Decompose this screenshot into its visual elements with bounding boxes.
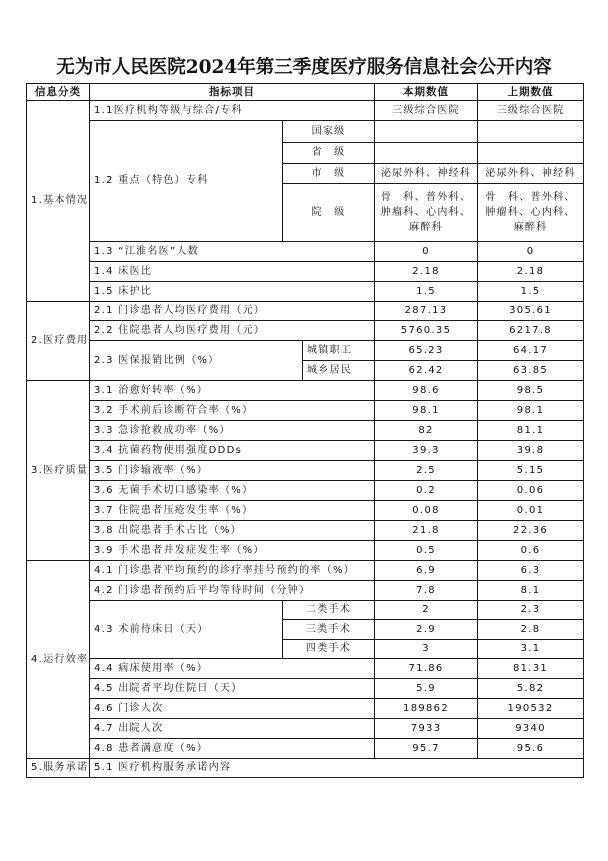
current-1-5: 1.5	[375, 282, 478, 302]
table-row	[27, 739, 584, 759]
item-3-8: 3.8 出院患者手术占比（%）	[90, 521, 375, 541]
current-4-4: 71.86	[375, 659, 478, 679]
category-operational-efficiency: 4.运行效率	[27, 561, 90, 759]
current-3-2: 98.1	[375, 401, 478, 421]
current-3-8: 21.8	[375, 521, 478, 541]
current-1-2-city: 泌尿外科、神经科	[375, 164, 478, 184]
item-4-6: 4.6 门诊人次	[90, 699, 375, 719]
table-row	[27, 242, 584, 262]
table-row	[27, 282, 584, 302]
item-3-5: 3.5 门诊输液率（%）	[90, 461, 375, 481]
current-2-3-resident: 62.42	[375, 361, 478, 381]
item-4-7: 4.7 出院人次	[90, 719, 375, 739]
item-2-1: 2.1 门诊患者人均医疗费用（元）	[90, 302, 375, 321]
item-3-6: 3.6 无菌手术切口感染率（%）	[90, 481, 375, 501]
previous-2-3-resident: 63.85	[478, 361, 584, 381]
table-row	[27, 699, 584, 719]
current-4-1: 6.9	[375, 561, 478, 581]
item-4-2: 4.2 门诊患者预约后平均等待时间（分钟）	[90, 581, 375, 601]
current-3-4: 39.3	[375, 441, 478, 461]
previous-4-7: 9340	[478, 719, 584, 739]
sub-4-3-class-4: 四类手术	[283, 640, 375, 659]
table-row	[27, 101, 584, 121]
table-row	[27, 321, 584, 341]
previous-1-2-provincial	[478, 143, 584, 164]
previous-4-2: 8.1	[478, 581, 584, 601]
current-4-7: 7933	[375, 719, 478, 739]
current-1-4: 2.18	[375, 262, 478, 282]
item-3-9: 3.9 手术患者并发症发生率（%）	[90, 541, 375, 561]
previous-3-4: 39.8	[478, 441, 584, 461]
sub-4-3-class-3: 三类手术	[283, 620, 375, 640]
item-3-7: 3.7 住院患者压疮发生率（%）	[90, 501, 375, 521]
item-3-1: 3.1 治愈好转率（%）	[90, 381, 375, 401]
sub-1-2-provincial: 省 级	[283, 143, 375, 164]
header-previous: 上期数值	[478, 84, 584, 101]
sub-2-3-urban-employee: 城镇职工	[303, 341, 375, 361]
table-row	[27, 381, 584, 401]
item-5-1: 5.1 医疗机构服务承诺内容	[90, 759, 584, 778]
table-row	[27, 659, 584, 679]
previous-4-5: 5.82	[478, 679, 584, 699]
item-2-3: 2.3 医保报销比例（%）	[90, 341, 303, 381]
current-3-9: 0.5	[375, 541, 478, 561]
current-4-3-class-2: 2	[375, 601, 478, 620]
item-1-2: 1.2 重点（特色）专科	[90, 121, 283, 242]
item-4-4: 4.4 病床使用率（%）	[90, 659, 375, 679]
table-row	[27, 341, 584, 361]
current-3-7: 0.08	[375, 501, 478, 521]
item-1-4: 1.4 床医比	[90, 262, 375, 282]
previous-3-1: 98.5	[478, 381, 584, 401]
current-1-2-provincial	[375, 143, 478, 164]
previous-3-3: 81.1	[478, 421, 584, 441]
current-3-3: 82	[375, 421, 478, 441]
item-2-2: 2.2 住院患者人均医疗费用（元）	[90, 321, 375, 341]
table-row	[27, 262, 584, 282]
previous-1-2-national	[478, 121, 584, 143]
current-1-2-national	[375, 121, 478, 143]
previous-3-8: 22.36	[478, 521, 584, 541]
item-3-2: 3.2 手术前后诊断符合率（%）	[90, 401, 375, 421]
current-3-1: 98.6	[375, 381, 478, 401]
header-current: 本期数值	[375, 84, 478, 101]
item-4-1: 4.1 门诊患者平均预约的诊疗率挂号预约的率（%）	[90, 561, 375, 581]
previous-4-8: 95.6	[478, 739, 584, 759]
current-3-5: 2.5	[375, 461, 478, 481]
item-1-1: 1.1医疗机构等级与综合/专科	[90, 101, 375, 121]
item-4-5: 4.5 出院者平均住院日（天）	[90, 679, 375, 699]
table-row	[27, 481, 584, 501]
current-4-5: 5.9	[375, 679, 478, 699]
table-row	[27, 441, 584, 461]
category-medical-cost: 2.医疗费用	[27, 302, 90, 381]
previous-2-2: 6217.8	[478, 321, 584, 341]
current-1-3: 0	[375, 242, 478, 262]
current-4-6: 189862	[375, 699, 478, 719]
table-row	[27, 401, 584, 421]
page-title: 无为市人民医院2024年第三季度医疗服务信息社会公开内容	[56, 57, 552, 78]
table-row	[27, 302, 584, 321]
item-1-3: 1.3 “江淮名医”人数	[90, 242, 375, 262]
item-4-8: 4.8 患者满意度（%）	[90, 739, 375, 759]
category-service-commitment: 5.服务承诺	[27, 759, 90, 778]
previous-3-2: 98.1	[478, 401, 584, 421]
sub-1-2-national: 国家级	[283, 121, 375, 143]
category-medical-quality: 3.医疗质量	[27, 381, 90, 561]
sub-1-2-city: 市 级	[283, 164, 375, 184]
current-2-1: 287.13	[375, 302, 478, 321]
current-2-3-urban-employee: 65.23	[375, 341, 478, 361]
header-indicator: 指标项目	[90, 84, 375, 101]
current-4-3-class-3: 2.9	[375, 620, 478, 640]
previous-4-3-class-3: 2.8	[478, 620, 584, 640]
disclosure-table	[26, 83, 584, 778]
table-row	[27, 501, 584, 521]
table-row	[27, 601, 584, 620]
table-row	[27, 121, 584, 143]
header-row	[27, 84, 584, 101]
previous-3-7: 0.01	[478, 501, 584, 521]
previous-4-4: 81.31	[478, 659, 584, 679]
sub-1-2-hospital: 院 级	[283, 184, 375, 242]
table-row	[27, 759, 584, 778]
previous-4-3-class-4: 3.1	[478, 640, 584, 659]
sub-2-3-resident: 城乡居民	[303, 361, 375, 381]
previous-1-2-city: 泌尿外科、神经科	[478, 164, 584, 184]
previous-4-1: 6.3	[478, 561, 584, 581]
item-4-3: 4.3 术前待床日（天）	[90, 601, 283, 659]
current-1-2-hospital: 骨 科、普外科、肿瘤科、心内科、麻醉科	[375, 184, 478, 242]
previous-3-9: 0.6	[478, 541, 584, 561]
table-row	[27, 719, 584, 739]
item-3-3: 3.3 急诊抢救成功率（%）	[90, 421, 375, 441]
previous-3-5: 5.15	[478, 461, 584, 481]
table-row	[27, 679, 584, 699]
previous-1-3: 0	[478, 242, 584, 262]
previous-1-5: 1.5	[478, 282, 584, 302]
table-row	[27, 581, 584, 601]
previous-1-2-hospital: 骨 科、普外科、肿瘤科、心内科、麻醉科	[478, 184, 584, 242]
current-4-2: 7.8	[375, 581, 478, 601]
current-1-1: 三级综合医院	[375, 101, 478, 121]
previous-4-6: 190532	[478, 699, 584, 719]
table-row	[27, 541, 584, 561]
previous-1-4: 2.18	[478, 262, 584, 282]
table-row	[27, 561, 584, 581]
previous-4-3-class-2: 2.3	[478, 601, 584, 620]
category-basic-info: 1.基本情况	[27, 101, 90, 302]
previous-2-3-urban-employee: 64.17	[478, 341, 584, 361]
previous-3-6: 0.06	[478, 481, 584, 501]
current-4-3-class-4: 3	[375, 640, 478, 659]
previous-2-1: 305.61	[478, 302, 584, 321]
sub-4-3-class-2: 二类手术	[283, 601, 375, 620]
item-1-5: 1.5 床护比	[90, 282, 375, 302]
header-category: 信息分类	[27, 84, 90, 101]
current-3-6: 0.2	[375, 481, 478, 501]
current-4-8: 95.7	[375, 739, 478, 759]
table-row	[27, 521, 584, 541]
item-3-4: 3.4 抗菌药物使用强度DDDs	[90, 441, 375, 461]
current-2-2: 5760.35	[375, 321, 478, 341]
table-row	[27, 461, 584, 481]
previous-1-1: 三级综合医院	[478, 101, 584, 121]
table-row	[27, 421, 584, 441]
